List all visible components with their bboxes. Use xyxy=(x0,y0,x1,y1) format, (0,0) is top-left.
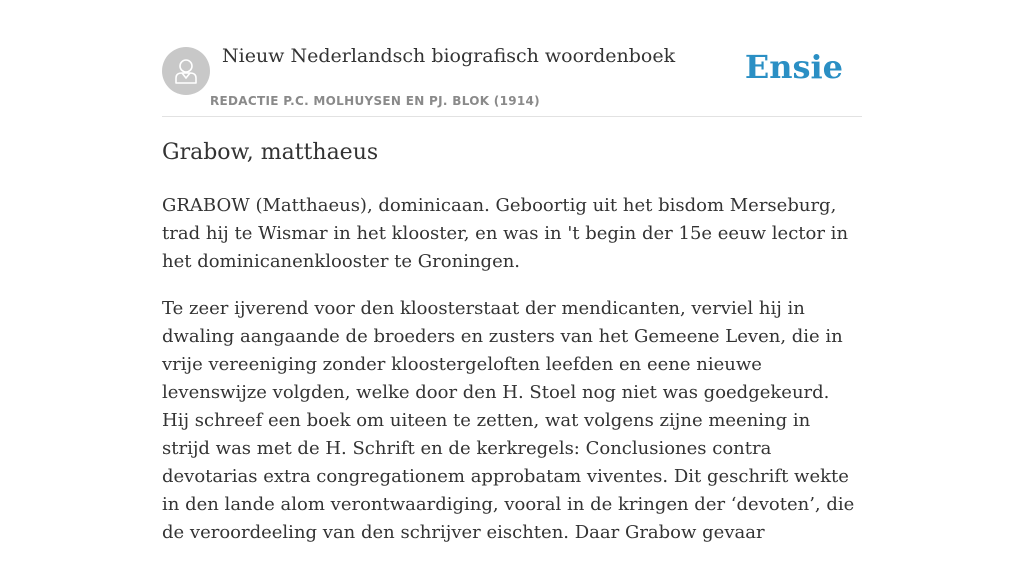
paragraph: Te zeer ijverend voor den kloosterstaat der mendicanten, verviel hij in dwaling aangaande de broeders en zusters van het Gemeene Leven, die in vrije vereeniging zonder kloostergeloften leefden en eene nieuwe levenswijze volgden, welke door den H. Stoel nog niet was goedgekeurd. Hij schreef een boek om uiteen te zetten, wat volgens zijne meening in strijd was met de H. Schrift en de kerkregels: Conclusiones contra devotarias extra congregationem approbatam viventes. Dit geschrift wekte in den lande alom verontwaardiging, vooral in de kringen der ‘devoten’, die de veroordeeling van den schrijver eischten. Daar Grabow gevaar xyxy=(162,298,855,543)
paragraph: GRABOW (Matthaeus), dominicaan. Geboortig uit het bisdom Merseburg, trad hij te Wismar in het klooster, en was in 't begin der 15e eeuw lector in het dominicanenklooster te Groningen. xyxy=(162,195,849,272)
book-header xyxy=(162,0,862,117)
user-icon xyxy=(172,56,200,86)
book-title[interactable]: Nieuw Nederlandsch biografisch woordenboek xyxy=(222,45,676,67)
avatar[interactable] xyxy=(162,47,210,95)
entry-title: Grabow, matthaeus xyxy=(162,140,379,165)
ensie-logo[interactable]: Ensie xyxy=(744,48,843,86)
entry-body xyxy=(162,192,862,566)
page-container xyxy=(162,0,862,543)
editor-line: REDACTIE P.C. MOLHUYSEN EN PJ. BLOK (1914) xyxy=(210,94,540,108)
